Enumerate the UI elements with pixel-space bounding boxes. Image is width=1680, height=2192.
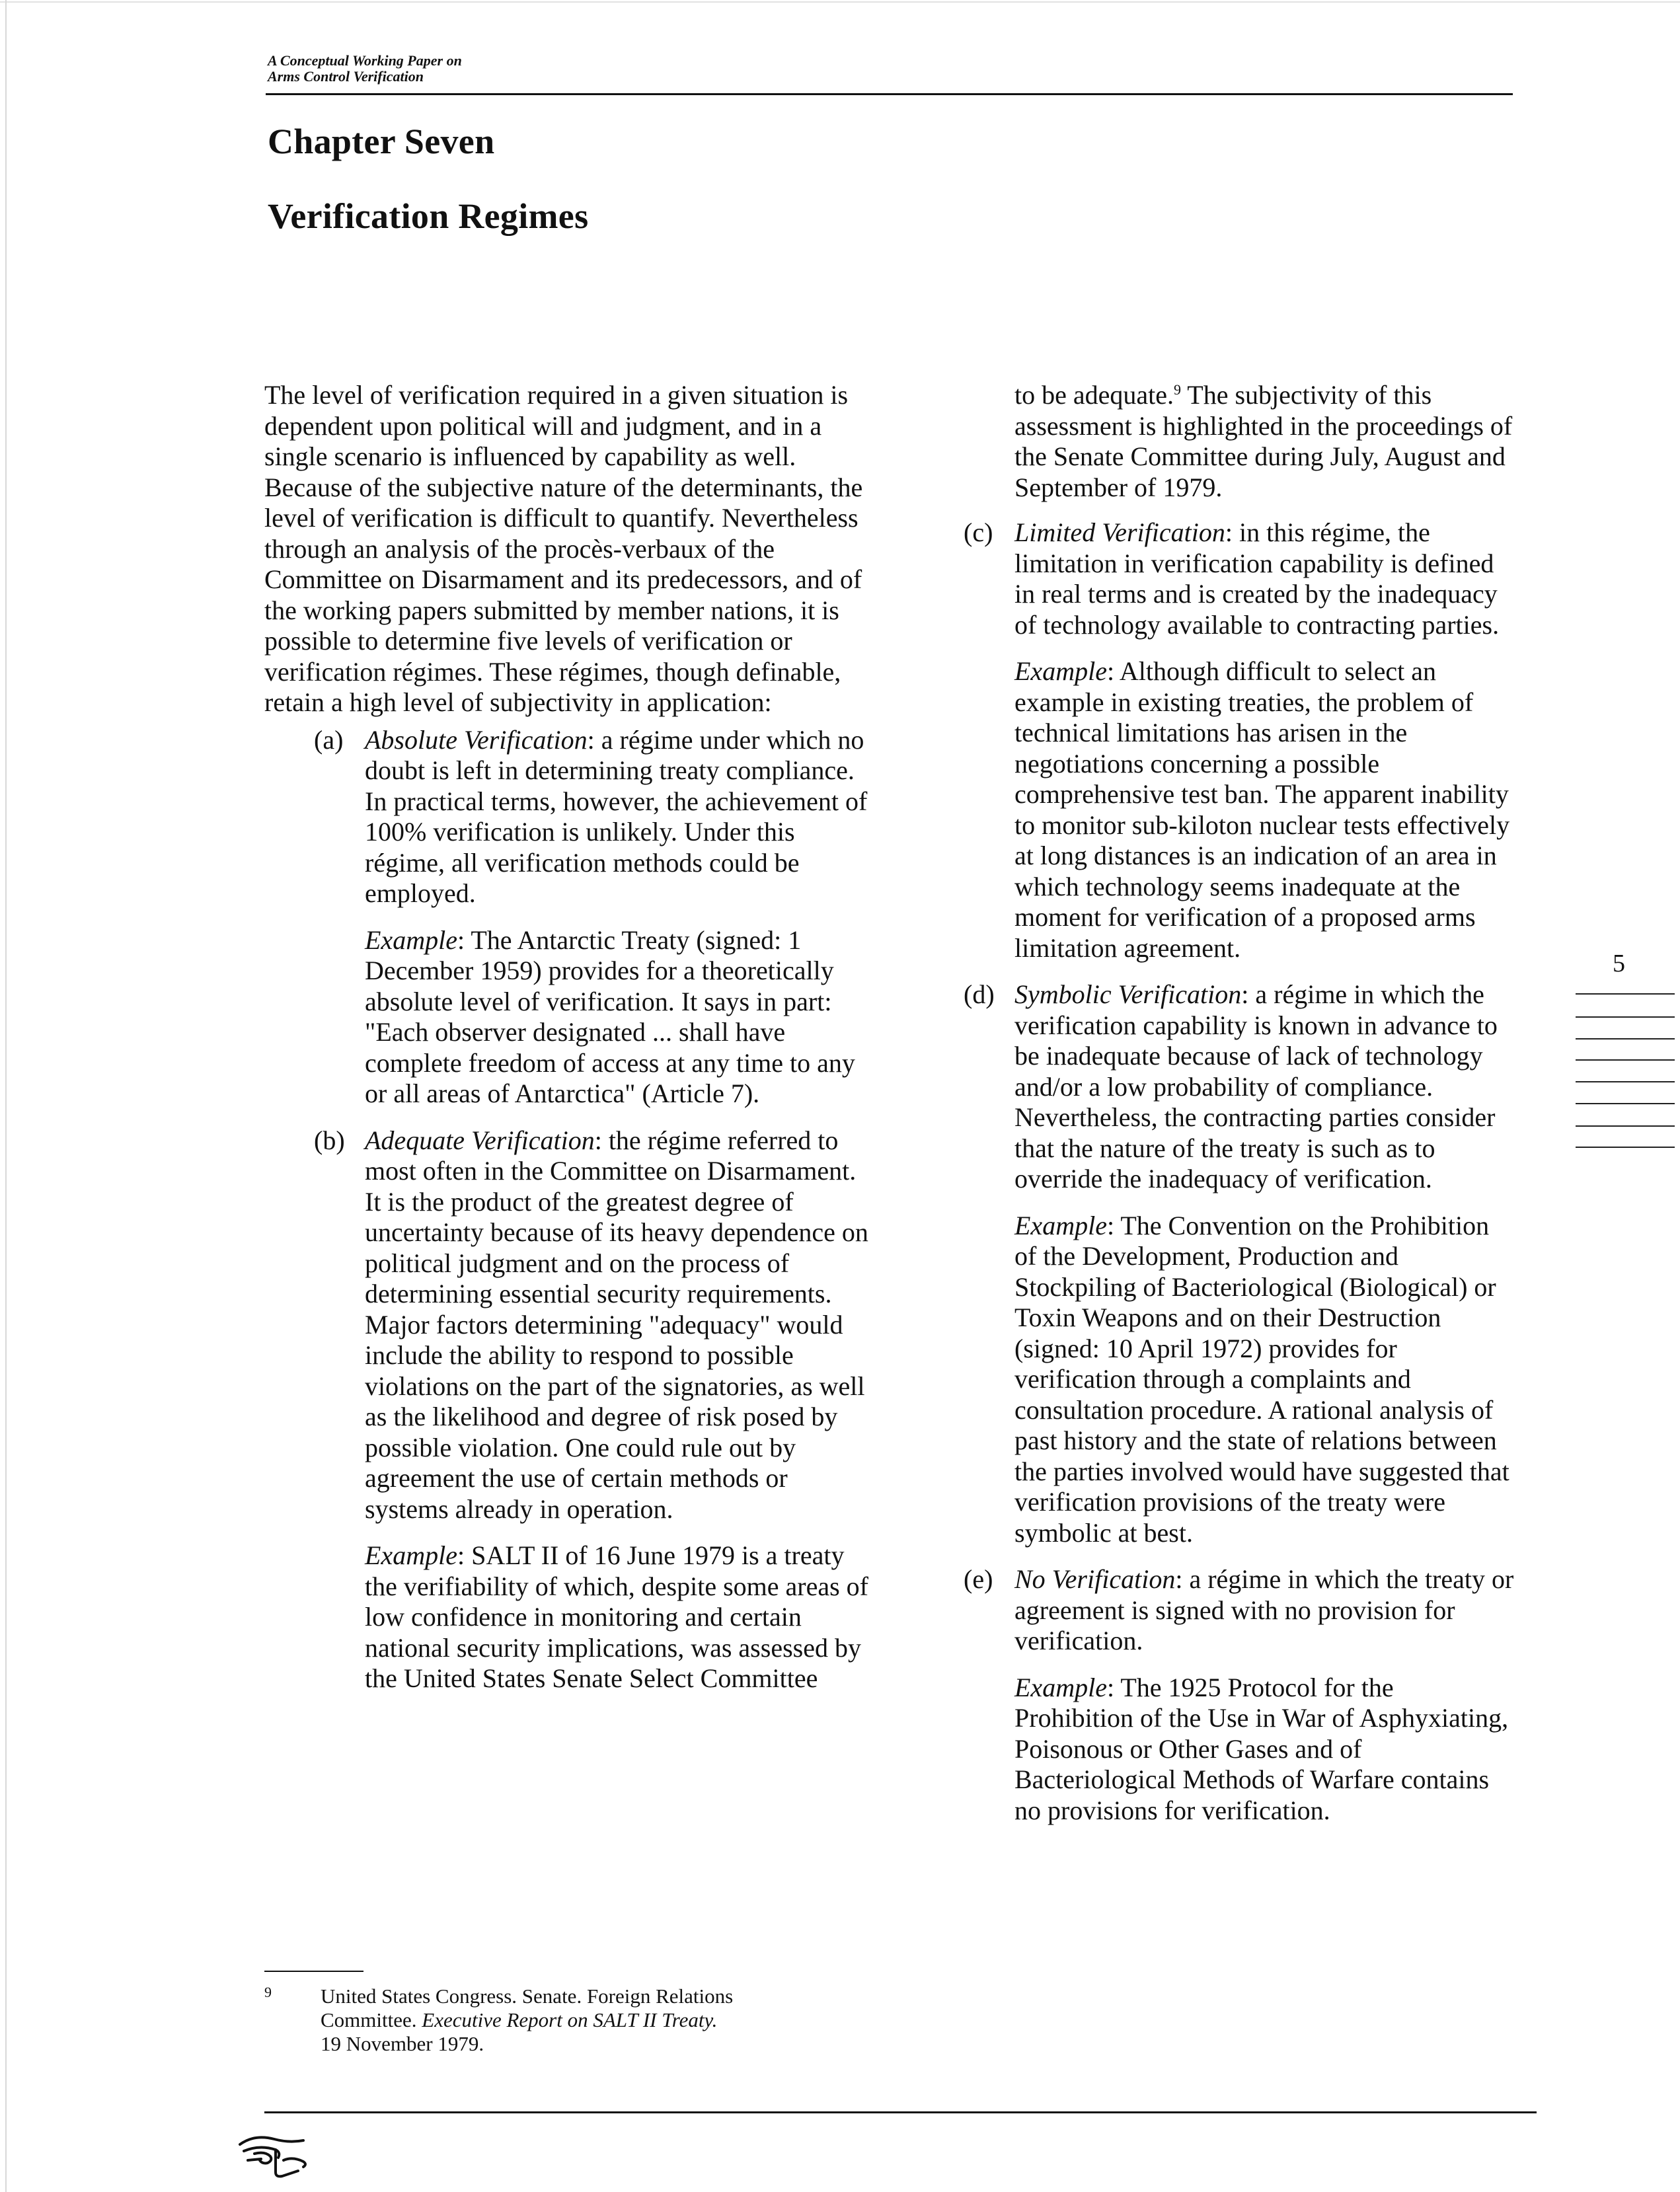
regime-e-definition [1014,1564,1517,1657]
footnote-line-3: 19 November 1979. [321,2032,484,2055]
regime-c [964,517,1517,964]
footnote-line-2-plain: Committee. [321,2008,422,2031]
margin-tab-line [1576,1147,1675,1148]
regime-e-example-text: : The 1925 Protocol for the Prohibition of the Use in War of Asphyxiating, Poisonous or Other Gases and of Bacteriological Methods of Warfare contains no provisions for verification. [1014,1672,1509,1825]
left-column [264,380,872,1694]
regime-d-letter: (d) [964,979,995,1009]
regime-e [964,1564,1517,1826]
regime-c-example-label: Example [1014,656,1107,686]
footnote-line-1: United States Congress. Senate. Foreign Relations [321,1984,734,2008]
regime-d-definition [1014,979,1517,1195]
scan-edge-top [0,1,1680,3]
margin-tab-line [1576,1038,1675,1039]
footnote-number: 9 [264,1984,272,2000]
regime-a-text: : a régime under which no doubt is left in determining treaty compliance. In practical terms, however, the achievement of 100% verification is unlikely. Under this régime, all verification methods could be employed. [365,724,868,908]
right-column [964,380,1517,1826]
footnote-text [321,1984,859,2056]
running-head [268,53,462,85]
regime-b-continuation-end: The subjectivity of this assessment is highlighted in the proceedings of the Senate Committee during July, August and September of 1979. [1014,380,1513,502]
regime-a-definition [365,725,872,909]
regime-b-term: Adequate Verification [365,1125,595,1155]
regime-d-example-text: : The Convention on the Prohibition of the Development, Production and Stockpiling of Bacteriological (Biological) or Toxin Weapons and on their Destruction (signed: 10 April 1972) provides for verification through a complaints and consultation procedure. A rational analysis of past history and the state of relations between the parties involved would have suggested that verification provisions of the treaty were symbolic at best. [1014,1210,1509,1548]
chapter-title: Chapter Seven [268,122,495,161]
regime-c-example-text: : Although difficult to select an example in existing treaties, the problem of technical limitations has arisen in the negotiations concerning a possible comprehensive test ban. The apparent inability to monitor sub-kiloton nuclear tests effectively at long distances is an indication of an area in which technology seems inadequate at the moment for verification of a proposed arms limitation agreement. [1014,656,1510,963]
regime-c-example [1014,656,1517,964]
regime-b-definition [365,1125,872,1525]
regime-d [964,979,1517,1548]
regime-e-text: : a régime in which the treaty or agreement is signed with no provision for verification. [1014,1564,1514,1655]
footer-rule [264,2111,1537,2113]
margin-index-tab [1576,993,1675,1165]
regime-d-text: : a régime in which the verification capability is known in advance to be inadequate because of lack of technology and/or a low probability of compliance. Nevertheless, the contracting parties consider that the nature of the treaty is such as to override the inadequacy of verification. [1014,979,1498,1193]
regime-b-example-label: Example [365,1540,457,1570]
regime-b-continuation [1014,380,1517,503]
chapter-subtitle: Verification Regimes [268,196,589,236]
regime-b-example-text: : SALT II of 16 June 1979 is a treaty the verifiability of which, despite some areas of low confidence in monitoring and certain national security implications, was assessed by the United States Senate Select Committee [365,1540,868,1693]
regime-b-example [365,1540,872,1694]
margin-tab-line [1576,1016,1675,1018]
regime-c-text: : in this régime, the limitation in verification capability is defined in real terms and is created by the inadequacy of technology available to contracting parties. [1014,517,1500,640]
footnote-line-2 [321,2008,859,2032]
header-rule [266,93,1513,95]
regime-a-term: Absolute Verification [365,724,588,755]
margin-tab-line [1576,993,1675,995]
regime-d-example [1014,1211,1517,1549]
running-head-line-1: A Conceptual Working Paper on [268,52,462,69]
regime-b-letter: (b) [314,1125,345,1155]
scan-edge-left [5,0,7,2192]
margin-tab-line [1576,1059,1675,1061]
running-head-line-2: Arms Control Verification [268,68,424,85]
footnote-report-title: Executive Report on SALT II Treaty. [422,2008,718,2031]
regime-a-example-text: : The Antarctic Treaty (signed: 1 December 1959) provides for a theoretically absolute level of verification. It says in part: "Each observer designated ... shall have complete freedom of access at any time to any or all areas of Antarctica" (Article 7). [365,925,855,1108]
regime-b-text: : the régime referred to most often in the Committee on Disarmament. It is the product of the greatest degree of uncertainty because of its heavy dependence on political judgment and on the process of determining essential security requirements. Major factors determining "adequacy" would include the ability to respond to possible violations on the part of the signatories, as well as the likelihood and degree of risk posed by possible violation. One could rule out by agreement the use of certain methods or systems already in operation. [365,1125,868,1524]
regime-c-letter: (c) [964,517,993,547]
margin-tab-line [1576,1081,1675,1082]
regime-a [264,725,872,1110]
footnote [264,1984,859,2056]
regime-e-letter: (e) [964,1564,993,1594]
margin-tab-line [1576,1103,1675,1104]
regime-a-letter: (a) [314,724,344,755]
regime-a-example [365,925,872,1110]
regime-e-example [1014,1673,1517,1827]
regime-a-example-label: Example [365,925,457,955]
regime-b [264,1125,872,1694]
regime-c-term: Limited Verification [1014,517,1225,547]
footnote-rule [264,1971,363,1972]
regime-b-continuation-start: to be adequate. [1014,380,1174,410]
margin-page-number: 5 [1613,950,1625,977]
regime-d-term: Symbolic Verification [1014,979,1242,1009]
regime-e-example-label: Example [1014,1672,1107,1702]
regime-d-example-label: Example [1014,1210,1107,1240]
intro-paragraph: The level of verification required in a given situation is dependent upon political will and judgment, and in a single scenario is influenced by capability as well. Because of the subjective nature of the determinants, the level of verification is difficult to quantify. Nevertheless through an analysis of the procès-verbaux of the Committee on Disarmament and its predecessors, and of the working papers submitted by member nations, it is possible to determine five levels of verification or verification régimes. These régimes, though definable, retain a high level of subjectivity in application: [264,380,863,717]
margin-tab-line [1576,1125,1675,1127]
regime-e-term: No Verification [1014,1564,1176,1594]
footnote-reference[interactable]: 9 [1174,381,1181,398]
regime-c-definition [1014,517,1517,640]
publisher-logo-icon [235,2125,314,2181]
